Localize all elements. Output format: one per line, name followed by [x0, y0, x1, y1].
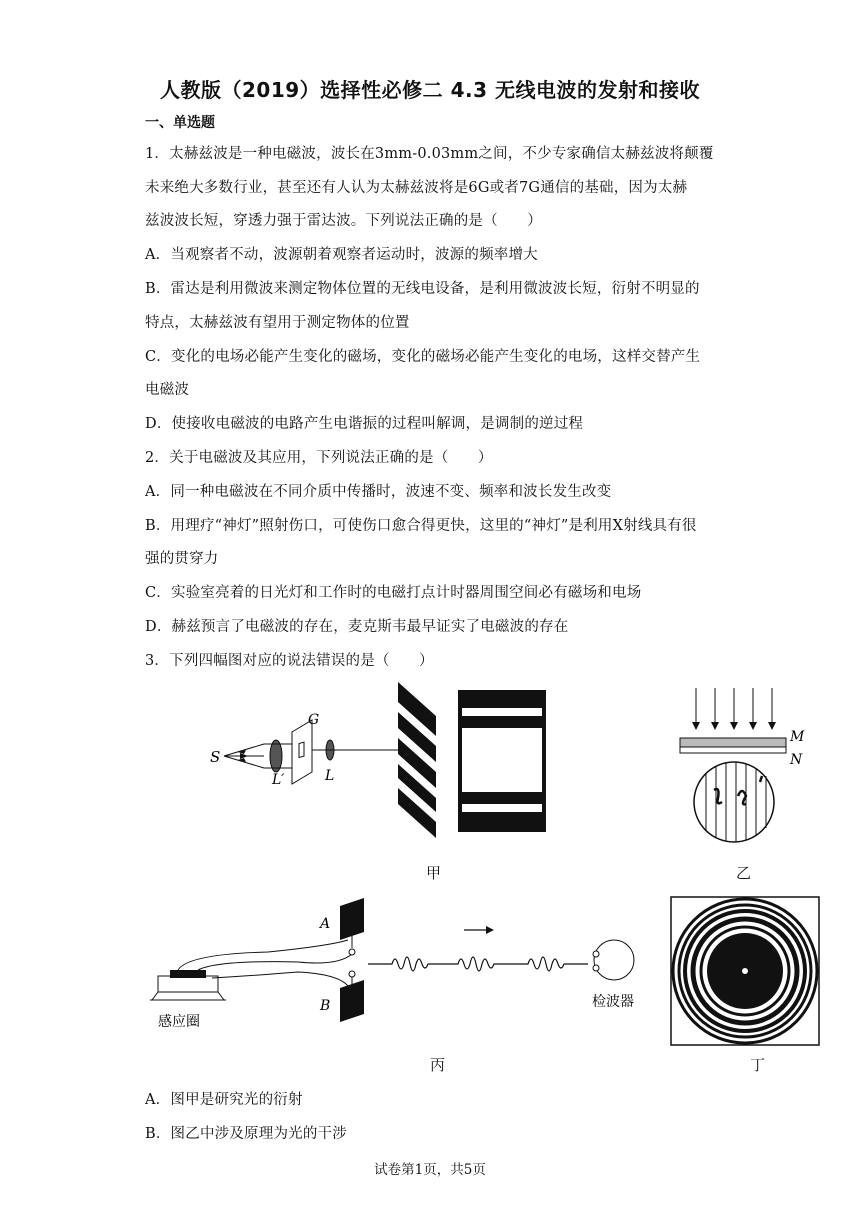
- lens-l-prime: [270, 740, 282, 772]
- label-b: B: [320, 998, 331, 1014]
- q3-option-b: B．图乙中涉及原理为光的干涉: [145, 1126, 347, 1142]
- detector-loop: [594, 940, 634, 980]
- figure-jia-diffraction-setup: [200, 680, 560, 840]
- q1-option-c-line1: C．变化的电场必能产生变化的磁场，变化的磁场必能产生变化的电场，这样交替产生: [145, 349, 701, 365]
- q3-stem: 3．下列四幅图对应的说法错误的是（ ）: [145, 653, 434, 669]
- label-g: G: [308, 712, 320, 728]
- page-footer: 试卷第1页，共5页: [374, 1162, 486, 1178]
- q1-option-d: D．使接收电磁波的电路产生电谐振的过程叫解调，是调制的逆过程: [145, 416, 584, 432]
- q2-option-b-line2: 强的贯穿力: [145, 551, 219, 567]
- pattern-screen-slanted: [398, 682, 436, 838]
- q1-option-a: A．当观察者不动，波源朝着观察者运动时，波源的频率增大: [145, 247, 538, 263]
- plate-m: [680, 738, 786, 747]
- label-a: A: [320, 916, 331, 932]
- figure-yi-thin-film-interference: [672, 684, 812, 856]
- q1-stem-line3: 兹波波长短，穿透力强于雷达波。下列说法正确的是（ ）: [145, 213, 542, 229]
- caption-bing: 丙: [430, 1056, 446, 1074]
- q2-option-b-line1: B．用理疗“神灯”照射伤口，可使伤口愈合得更快，这里的“神灯”是利用X射线具有很: [145, 518, 697, 534]
- caption-jia: 甲: [426, 864, 442, 882]
- caption-ding: 丁: [750, 1056, 766, 1074]
- wave-packets: [368, 957, 588, 971]
- q1-option-c-line2: 电磁波: [145, 382, 190, 398]
- q1-option-b-line2: 特点，太赫兹波有望用于测定物体的位置: [145, 315, 410, 331]
- q1-stem-line2: 未来绝大多数行业，甚至还有人认为太赫兹波将是6G或者7G通信的基础，因为太赫: [145, 180, 688, 196]
- induction-coil: [150, 970, 226, 1000]
- label-detector: 检波器: [592, 994, 634, 1010]
- section-heading: 一、单选题: [145, 115, 215, 131]
- label-coil: 感应圈: [158, 1014, 200, 1030]
- q3-option-a: A．图甲是研究光的衍射: [145, 1092, 303, 1108]
- q2-option-d: D．赫兹预言了电磁波的存在，麦克斯韦最早证实了电磁波的存在: [145, 619, 569, 635]
- label-l-prime: L′: [272, 772, 285, 788]
- q2-option-c: C．实验室亮着的日光灯和工作时的电磁打点计时器周围空间必有磁场和电场: [145, 585, 642, 601]
- q1-option-b-line1: B．雷达是利用微波来测定物体位置的无线电设备，是利用微波波长短，衍射不明显的: [145, 281, 700, 297]
- label-s: S: [210, 748, 221, 766]
- plate-a: [340, 898, 364, 940]
- plate-n: [680, 747, 786, 753]
- caption-yi: 乙: [736, 864, 752, 882]
- label-m: M: [790, 729, 805, 745]
- q1-stem-line1: 1．太赫兹波是一种电磁波，波长在3mm-0.03mm之间，不少专家确信太赫兹波将颠覆: [145, 146, 714, 162]
- label-l: L: [325, 768, 335, 784]
- label-n: N: [790, 752, 803, 768]
- figure-bing-hertz-experiment: [148, 888, 648, 1038]
- figure-ding-circular-fringes: [670, 896, 820, 1046]
- q2-option-a: A．同一种电磁波在不同介质中传播时，波速不变、频率和波长发生改变: [145, 484, 612, 500]
- fringe-pattern-front: [458, 690, 546, 832]
- q2-stem: 2．关于电磁波及其应用，下列说法正确的是（ ）: [145, 450, 493, 466]
- page-title: 人教版（2019）选择性必修二 4.3 无线电波的发射和接收: [159, 78, 701, 102]
